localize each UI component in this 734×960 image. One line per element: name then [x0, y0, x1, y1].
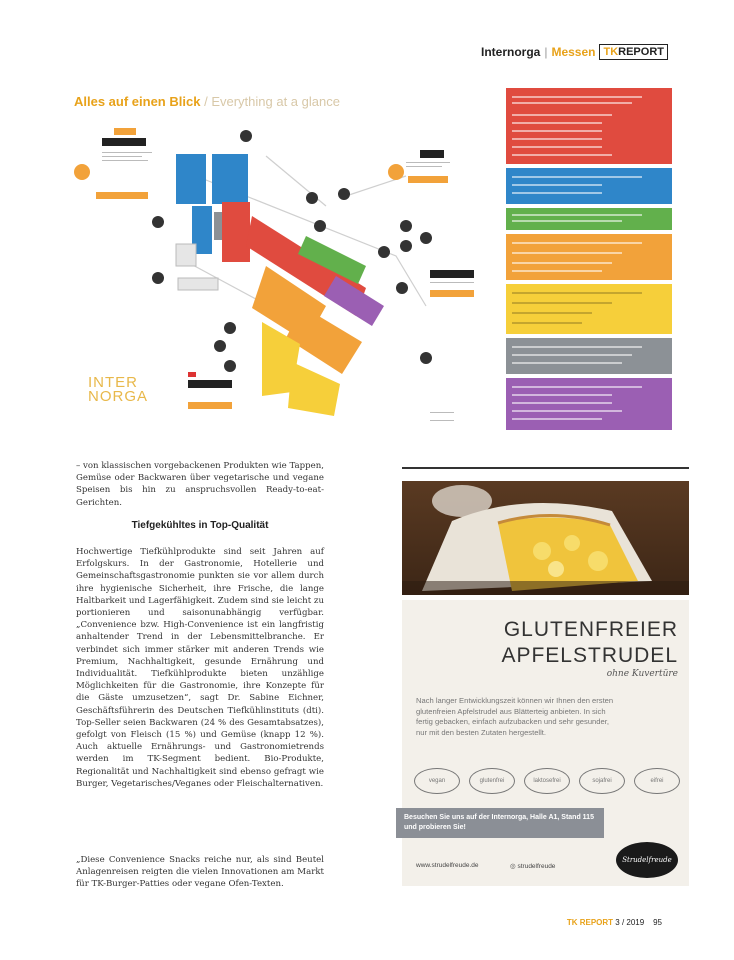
entrance-marker — [306, 192, 318, 204]
entrance-marker — [214, 340, 226, 352]
page-header — [481, 44, 668, 60]
article-paragraph: Hochwertige Tiefkühlprodukte sind seit Jahren auf Erfolgskurs. In der Gastronomie, Hotellerie und Gemeinschaftsgastronomie punkten sie vor allem durch ihre hygienische Sicherheit, ihre Frische, die lange Haltbarkeit und Lagerfähigkeit. Zudem sind sie leicht zu portionieren und saisonunabhängig verfügbar. „Convenience bzw. High-Convenience ist ein langfristig anhaltender Trend in der Lebensmittelbranche. Er verbindet sich immer stärker mit anderen Trends wie Premium, Nachhaltigkeit, gesunde Ernährung und Individualität. Tiefkühlprodukte bieten unzählige Möglichkeiten für die Gastronomie, ihre Konzepte für die Gäste umzusetzen“, sagt Dr. Sabine Eichner, Geschäftsführerin des Deutschen Tiefkühlinstituts (dti). Top-Seller seien Backwaren (24 % des Gesamtabsatzes), gefolgt von Fleisch (15 %) und Gemüse (knapp 12 %). Auch aktuelle Ernährungs- und Gastronomietrends werden im TK-Segment bedient. Bio-Produkte, Regionalität und Nachhaltigkeit sind ebenso gefragt wie Burger, Vegetarisches/Veganes oder Fleischalternativen. — [76, 547, 324, 789]
entrance-marker — [152, 272, 164, 284]
ad-top-rule — [402, 467, 689, 469]
legend-block-green — [506, 208, 672, 230]
legend-block-grey — [506, 338, 672, 374]
article-subhead: Tiefgekühltes in Top-Qualität — [131, 520, 269, 531]
section-name: Messen — [551, 45, 596, 59]
ad-badges — [414, 768, 680, 794]
footer-brand: TK REPORT — [566, 918, 614, 927]
entrance-marker — [420, 352, 432, 364]
parking-icon — [74, 164, 90, 180]
entrance-marker — [420, 232, 432, 244]
soyfree-badge: sojafrei — [579, 768, 625, 794]
map-title-de: Alles auf einen Blick — [74, 94, 201, 109]
entrance-marker — [338, 188, 350, 200]
publication-name: Internorga — [480, 45, 541, 59]
hall-blue-b1 — [176, 154, 206, 204]
entrance-marker — [400, 220, 412, 232]
brand-logo: Strudelfreude — [616, 842, 678, 878]
map-title-separator: / — [204, 94, 208, 109]
vegan-badge: vegan — [414, 768, 460, 794]
entrance-marker — [396, 282, 408, 294]
ad-title-line1: GLUTENFREIER — [503, 618, 678, 641]
strudel-image — [402, 481, 689, 595]
ad-social-handle[interactable]: ◎ strudelfreude — [510, 863, 556, 870]
legend-block-purple — [506, 378, 672, 430]
tk-report-logo: TKREPORT — [599, 44, 668, 60]
strudel-photo — [402, 481, 689, 595]
station-label — [420, 150, 444, 158]
header-separator: | — [544, 45, 548, 59]
footer-issue: 3 / 2019 — [615, 918, 645, 927]
hall-blue-b2 — [212, 154, 248, 204]
legend-block-red — [506, 88, 672, 164]
map-title-en: Everything at a glance — [211, 94, 340, 109]
ad-website[interactable]: www.strudelfreude.de — [416, 862, 479, 869]
glutenfree-badge: glutenfrei — [469, 768, 515, 794]
legend-block-blue — [506, 168, 672, 204]
entrance-marker — [224, 322, 236, 334]
station-label — [430, 270, 474, 278]
page-number: 95 — [653, 918, 662, 927]
ad-body-text: Nach langer Entwicklungszeit können wir Ihnen den ersten glutenfreien Apfelstrudel aus Blätterteig anbieten. In sich fertig gebacken, einfach aufzubacken und sehr gesunder, nur mit den besten Zutaten hergestellt. — [416, 696, 614, 737]
hall-legend — [506, 88, 672, 430]
legend-block-orange — [506, 234, 672, 280]
article-intro: – von klassischen vorgebackenen Produkten wie Tappen, Gemüse oder Backwaren über vegetarische und vegane Speisen bis hin zu anspruchsvollen Ready-to-eat-Gerichten. — [76, 461, 325, 508]
map-title — [74, 94, 340, 109]
hall-red-a1 — [222, 202, 250, 262]
entrance-marker — [224, 360, 236, 372]
article-paragraph-2: „Diese Convenience Snacks reiche nur, als sind Beutel Anlagenreisen reigten die vielen Innovationen am Markt für TK-Burger-Patties oder vegane Ofen-Texten. — [76, 855, 324, 890]
page-footer — [567, 918, 662, 927]
internorga-logo: INTER NORGA — [88, 374, 149, 405]
entrance-marker — [378, 246, 390, 258]
parking-icon — [388, 164, 404, 180]
hall-yellow-2 — [288, 362, 340, 416]
station-label — [188, 380, 232, 388]
lactosefree-badge: laktosefrei — [524, 768, 570, 794]
entrance-marker — [400, 240, 412, 252]
ad-subtitle: ohne Kuvertüre — [606, 669, 678, 679]
station-label — [102, 138, 146, 146]
entrance-marker — [152, 216, 164, 228]
ad-visit-banner: Besuchen Sie uns auf der Internorga, Halle A1, Stand 115 und probieren Sie! — [396, 808, 604, 838]
entrance-marker — [314, 220, 326, 232]
eggfree-badge: eifrei — [634, 768, 680, 794]
hall-orange-2 — [286, 306, 362, 374]
ad-title-line2: APFELSTRUDEL — [501, 644, 678, 667]
legend-block-yellow — [506, 284, 672, 334]
entrance-marker — [240, 130, 252, 142]
